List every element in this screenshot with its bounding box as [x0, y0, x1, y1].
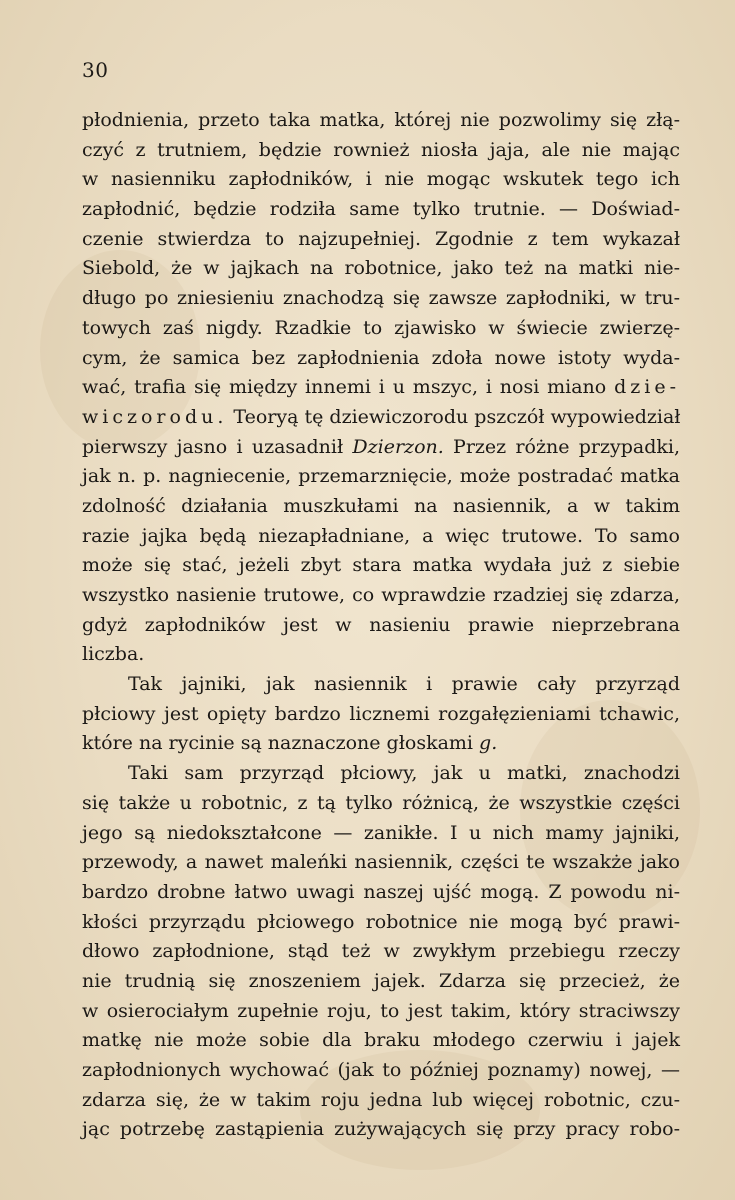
text-segment: zdarza się, że w takim roju jedna lub więcej robotnic, czu- — [82, 1088, 680, 1111]
text-segment: razie jajka będą niezapładniane, a więc trutowe. To samo — [82, 524, 680, 547]
text-line — [82, 611, 680, 641]
text-line — [82, 1026, 680, 1056]
text-line — [82, 1115, 680, 1145]
text-segment: kłości przyrządu płciowego robotnice nie mogą być prawi- — [82, 910, 680, 933]
text-line — [82, 1086, 680, 1116]
text-segment: zapłodnić, będzie rodziła same tylko trutnie. — Doświad- — [82, 198, 680, 221]
text-line — [82, 789, 680, 819]
text-line — [82, 492, 680, 522]
text-line — [82, 997, 680, 1027]
text-segment: liczba. — [82, 643, 145, 666]
text-segment: wać, trafia się między innemi i u mszyc, i nosi miano — [82, 376, 615, 399]
text-line — [82, 195, 680, 225]
text-segment: w osierociałym zupełnie roju, to jest takim, który straciwszy — [82, 999, 680, 1022]
text-segment: Teoryą tę dziewiczorodu pszczół wypowiedział — [227, 405, 681, 428]
text-line — [82, 967, 680, 997]
text-line — [82, 314, 680, 344]
text-line — [82, 551, 680, 581]
text-segment: Siebold, że w jajkach na robotnice, jako też na matki nie- — [82, 257, 680, 280]
text-line — [82, 700, 680, 730]
text-line — [82, 848, 680, 878]
text-segment: może się stać, jeżeli zbyt stara matka wydała już z siebie — [82, 554, 680, 577]
text-line — [82, 165, 680, 195]
italic-text: Dzierzon. — [352, 435, 444, 458]
body-text — [82, 106, 680, 1145]
text-segment: pierwszy jasno i uzasadnił — [82, 435, 353, 458]
text-segment: Taki sam przyrząd płciowy, jak u matki, znachodzi — [128, 762, 680, 785]
text-line — [82, 819, 680, 849]
text-line — [82, 225, 680, 255]
text-line — [82, 136, 680, 166]
text-segment: przewody, a nawet maleńki nasiennik, części te wszakże jako — [82, 851, 680, 874]
text-line — [82, 908, 680, 938]
text-segment: nie trudnią się znoszeniem jajek. Zdarza się przecież, że — [82, 969, 680, 992]
text-line — [82, 433, 680, 463]
text-segment: w nasienniku zapłodników, i nie mogąc wskutek tego ich — [82, 168, 680, 191]
text-line — [82, 403, 680, 433]
text-segment: zapłodnionych wychować (jak to później poznamy) nowej, — — [82, 1059, 680, 1081]
text-segment: dłowo zapłodnione, stąd też w zwykłym przebiegu rzeczy — [82, 940, 680, 963]
text-line — [82, 581, 680, 611]
page-number: 30 — [82, 58, 109, 82]
text-line — [82, 729, 680, 759]
text-line — [82, 640, 680, 670]
text-segment: bardzo drobne łatwo uwagi naszej ujść mogą. Z powodu ni- — [82, 880, 680, 903]
text-line — [82, 284, 680, 314]
text-line — [82, 937, 680, 967]
text-segment: gdyż zapłodników jest w nasieniu prawie nieprzebrana — [82, 613, 680, 636]
text-segment: które na rycinie są naznaczone głoskami — [82, 732, 480, 755]
text-segment: jak n. p. nagniecenie, przemarznięcie, może postradać matka — [82, 465, 680, 488]
text-line — [82, 106, 680, 136]
text-line — [82, 344, 680, 374]
text-segment: cym, że samica bez zapłodnienia zdoła nowe istoty wyda- — [82, 346, 680, 369]
text-line — [82, 373, 680, 403]
text-segment: zdolność działania muszkułami na nasiennik, a w takim — [82, 494, 680, 517]
text-line — [82, 522, 680, 552]
text-segment: matkę nie może sobie dla braku młodego czerwiu i jajek — [82, 1029, 680, 1052]
text-line — [82, 462, 680, 492]
spaced-text: dzie- — [614, 376, 680, 399]
italic-text: g. — [479, 732, 498, 755]
text-segment: jąc potrzebę zastąpienia zużywających się przy pracy robo- — [82, 1118, 680, 1141]
text-segment: długo po zniesieniu znachodzą się zawsze zapłodniki, w tru- — [82, 287, 680, 310]
text-segment: płodnienia, przeto taka matka, której nie pozwolimy się złą- — [82, 109, 680, 131]
spaced-text: wiczorodu. — [82, 405, 228, 428]
text-line — [82, 878, 680, 908]
text-line — [82, 1056, 680, 1086]
text-segment: towych zaś nigdy. Rzadkie to zjawisko w świecie zwierzę- — [82, 316, 680, 339]
text-segment: jego są niedokształcone — zanikłe. I u nich mamy jajniki, — [82, 821, 680, 844]
text-line — [82, 670, 680, 700]
text-segment: się także u robotnic, z tą tylko różnicą, że wszystkie części — [82, 791, 680, 814]
text-segment: płciowy jest opięty bardzo licznemi rozgałęzieniami tchawic, — [82, 702, 680, 725]
text-line — [82, 759, 680, 789]
text-segment: Przez różne przypadki, — [443, 435, 680, 458]
text-segment: Tak jajniki, jak nasiennik i prawie cały przyrząd — [128, 673, 680, 696]
text-line — [82, 254, 680, 284]
text-segment: wszystko nasienie trutowe, co wprawdzie rzadziej się zdarza, — [82, 584, 680, 606]
text-segment: czenie stwierdza to najzupełniej. Zgodnie z tem wykazał — [82, 227, 680, 250]
text-segment: czyć z trutniem, będzie rownież niosła jaja, ale nie mając — [82, 138, 680, 161]
